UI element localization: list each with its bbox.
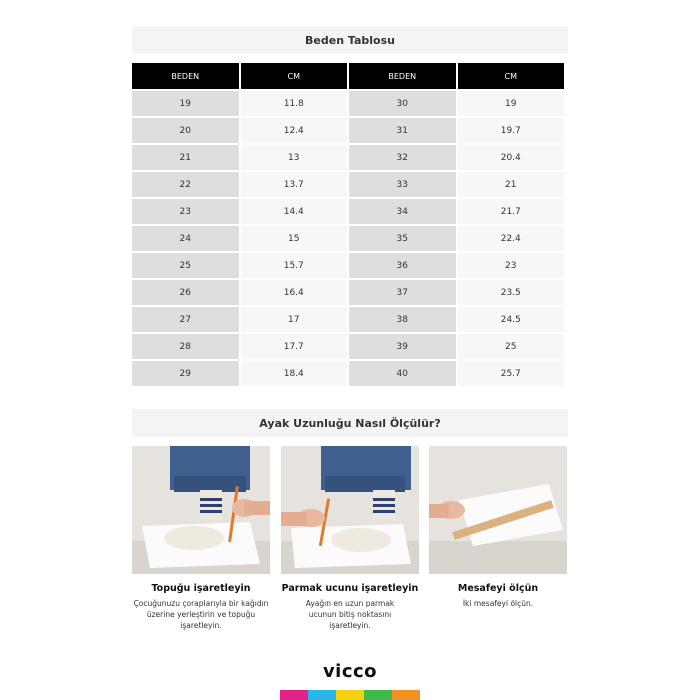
size-beden-cell: 24 [132, 226, 239, 251]
header-beden-1: BEDEN [132, 63, 239, 89]
size-cm-cell: 22.4 [458, 226, 565, 251]
size-beden-cell: 39 [349, 334, 456, 359]
size-beden-cell: 20 [132, 118, 239, 143]
step-3-desc: İki mesafeyi ölçün. [462, 599, 534, 608]
size-cm-cell: 17 [241, 307, 348, 332]
header-cm-2: CM [458, 63, 565, 89]
step-2-title: Parmak ucunu işaretleyin [281, 583, 419, 594]
size-beden-cell: 40 [349, 361, 456, 386]
size-beden-cell: 38 [349, 307, 456, 332]
table-row [132, 145, 564, 170]
size-cm-cell: 15.7 [241, 253, 348, 278]
size-table [130, 61, 566, 388]
brand-stripe-segment [280, 690, 308, 700]
table-row [132, 118, 564, 143]
size-beden-cell: 22 [132, 172, 239, 197]
size-cm-cell: 21 [458, 172, 565, 197]
size-table-header-row [132, 63, 564, 89]
size-beden-cell: 29 [132, 361, 239, 386]
step-1-photo [132, 446, 270, 574]
size-cm-cell: 19.7 [458, 118, 565, 143]
table-row [132, 199, 564, 224]
header-beden-2: BEDEN [349, 63, 456, 89]
size-beden-cell: 34 [349, 199, 456, 224]
size-beden-cell: 23 [132, 199, 239, 224]
size-beden-cell: 27 [132, 307, 239, 332]
size-beden-cell: 21 [132, 145, 239, 170]
size-cm-cell: 14.4 [241, 199, 348, 224]
step-1-title: Topuğu işaretleyin [151, 583, 251, 594]
size-beden-cell: 25 [132, 253, 239, 278]
size-table-title: Beden Tablosu [132, 26, 568, 54]
table-row [132, 361, 564, 386]
size-cm-cell: 25.7 [458, 361, 565, 386]
size-beden-cell: 37 [349, 280, 456, 305]
size-beden-cell: 32 [349, 145, 456, 170]
brand-stripe-segment [364, 690, 392, 700]
table-row [132, 226, 564, 251]
table-row [132, 253, 564, 278]
size-cm-cell: 25 [458, 334, 565, 359]
size-beden-cell: 30 [349, 91, 456, 116]
brand-stripe-segment [392, 690, 420, 700]
size-beden-cell: 35 [349, 226, 456, 251]
table-row [132, 334, 564, 359]
size-cm-cell: 19 [458, 91, 565, 116]
size-cm-cell: 21.7 [458, 199, 565, 224]
size-beden-cell: 33 [349, 172, 456, 197]
size-beden-cell: 36 [349, 253, 456, 278]
size-cm-cell: 12.4 [241, 118, 348, 143]
size-beden-cell: 26 [132, 280, 239, 305]
size-cm-cell: 16.4 [241, 280, 348, 305]
size-cm-cell: 11.8 [241, 91, 348, 116]
size-cm-cell: 13.7 [241, 172, 348, 197]
step-3-caption [423, 583, 573, 609]
step-2-photo [281, 446, 419, 574]
table-row [132, 91, 564, 116]
brand-stripe-segment [336, 690, 364, 700]
brand-color-stripe [280, 690, 420, 700]
size-beden-cell: 28 [132, 334, 239, 359]
size-cm-cell: 20.4 [458, 145, 565, 170]
step-3-photo [429, 446, 567, 574]
size-cm-cell: 15 [241, 226, 348, 251]
step-1-caption [126, 583, 276, 631]
size-cm-cell: 24.5 [458, 307, 565, 332]
size-cm-cell: 13 [241, 145, 348, 170]
size-beden-cell: 31 [349, 118, 456, 143]
table-row [132, 307, 564, 332]
table-row [132, 172, 564, 197]
step-3-title: Mesafeyi ölçün [457, 583, 539, 594]
step-2-desc: Ayağın en uzun parmak ucunun bitiş noktasını işaretleyin. [305, 599, 395, 630]
size-cm-cell: 17.7 [241, 334, 348, 359]
brand-stripe-segment [308, 690, 336, 700]
size-cm-cell: 18.4 [241, 361, 348, 386]
size-table-body [132, 91, 564, 386]
howto-title: Ayak Uzunluğu Nasıl Ölçülür? [132, 409, 568, 437]
size-beden-cell: 19 [132, 91, 239, 116]
step-1-desc: Çocuğunuzu çoraplarıyla bir kağıdın üzerine yerleştirin ve topuğu işaretleyin. [133, 599, 269, 630]
brand-logo: vicco [322, 661, 378, 682]
header-cm-1: CM [241, 63, 348, 89]
step-2-caption [275, 583, 425, 631]
size-cm-cell: 23 [458, 253, 565, 278]
size-cm-cell: 23.5 [458, 280, 565, 305]
table-row [132, 280, 564, 305]
